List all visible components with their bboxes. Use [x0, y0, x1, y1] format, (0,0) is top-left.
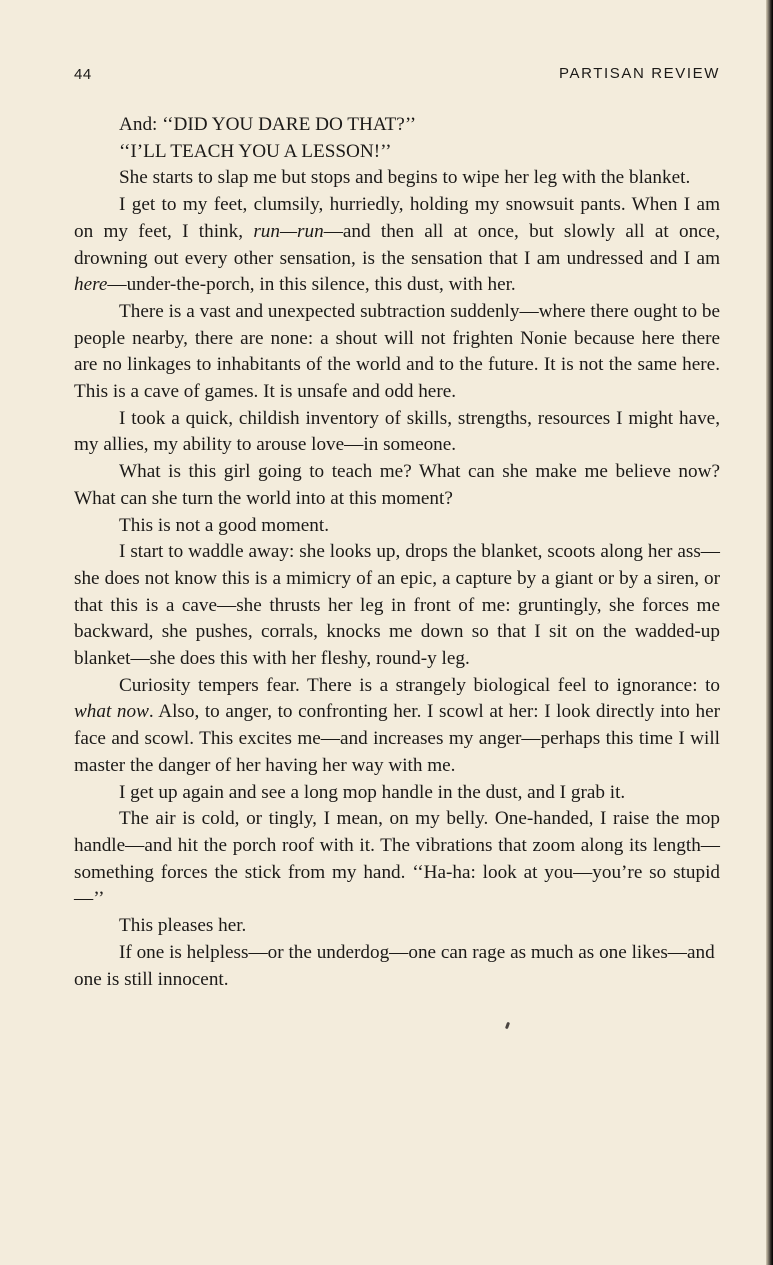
- paragraph: I get to my feet, clumsily, hurriedly, holding my snowsuit pants. When I am on my feet, I think, run—run—and then all at once, but slowly all at once, drowning out every other sensation, is the sensation that I am undressed and I am here—under-the-porch, in this silence, this dust, with her.: [74, 194, 720, 296]
- paragraph: ‘‘I’LL TEACH YOU A LESSON!’’: [119, 140, 392, 162]
- paragraph: The air is cold, or tingly, I mean, on my belly. One-handed, I raise the mop handle—and hit the porch roof with it. The vibrations that zoom along its length—something forces the stick from my hand. ‘‘Ha-ha: look at you—you’re so stupid—’’: [74, 808, 720, 910]
- running-head: [74, 62, 720, 86]
- italic-text: what now: [74, 701, 149, 723]
- paragraph: I get up again and see a long mop handle in the dust, and I grab it.: [119, 781, 626, 803]
- paragraph: This pleases her.: [119, 915, 247, 937]
- page-number: 44: [74, 66, 92, 83]
- body-text: [74, 112, 720, 993]
- paragraph: She starts to slap me but stops and begins to wipe her leg with the blanket.: [119, 167, 691, 189]
- page-edge-shadow: [766, 0, 773, 1265]
- paragraph: There is a vast and unexpected subtraction suddenly—where there ought to be people nearby, there are none: a shout will not frighten Nonie because here there are no linkages to inhabitants of the world and to the future. It is not the same here. This is a cave of games. It is unsafe and odd here.: [74, 300, 720, 403]
- paragraph: What is this girl going to teach me? What can she make me believe now? What can she turn the world into at this moment?: [74, 461, 720, 509]
- paragraph: If one is helpless—or the underdog—one can rage as much as one likes—and one is still innocent.: [74, 941, 715, 990]
- paragraph: And: ‘‘DID YOU DARE DO THAT?’’: [119, 114, 417, 135]
- italic-text: here: [74, 274, 108, 296]
- italic-text: run—run: [253, 220, 324, 242]
- paragraph: Curiosity tempers fear. There is a strangely biological feel to ignorance: to what now. Also, to anger, to confronting her. I scowl at her: I look directly into her face and scowl. This excites me—and increases my anger—perhaps this time I will master the danger of her having her way with me.: [74, 674, 720, 776]
- print-speck: [505, 1022, 510, 1030]
- paragraph: I start to waddle away: she looks up, drops the blanket, scoots along her ass—she does not know this is a mimicry of an epic, a capture by a giant or by a siren, or that this is a cave—she thrusts her leg in front of me: gruntingly, she forces me backward, she pushes, corrals, knocks me down so that I sit on the wadded-up blanket—she does this with her fleshy, round-y leg.: [74, 541, 720, 670]
- paragraph: This is not a good moment.: [119, 514, 329, 536]
- paragraph: I took a quick, childish inventory of skills, strengths, resources I might have, my allies, my ability to arouse love—in someone.: [74, 407, 720, 456]
- journal-title: PARTISAN REVIEW: [559, 65, 720, 82]
